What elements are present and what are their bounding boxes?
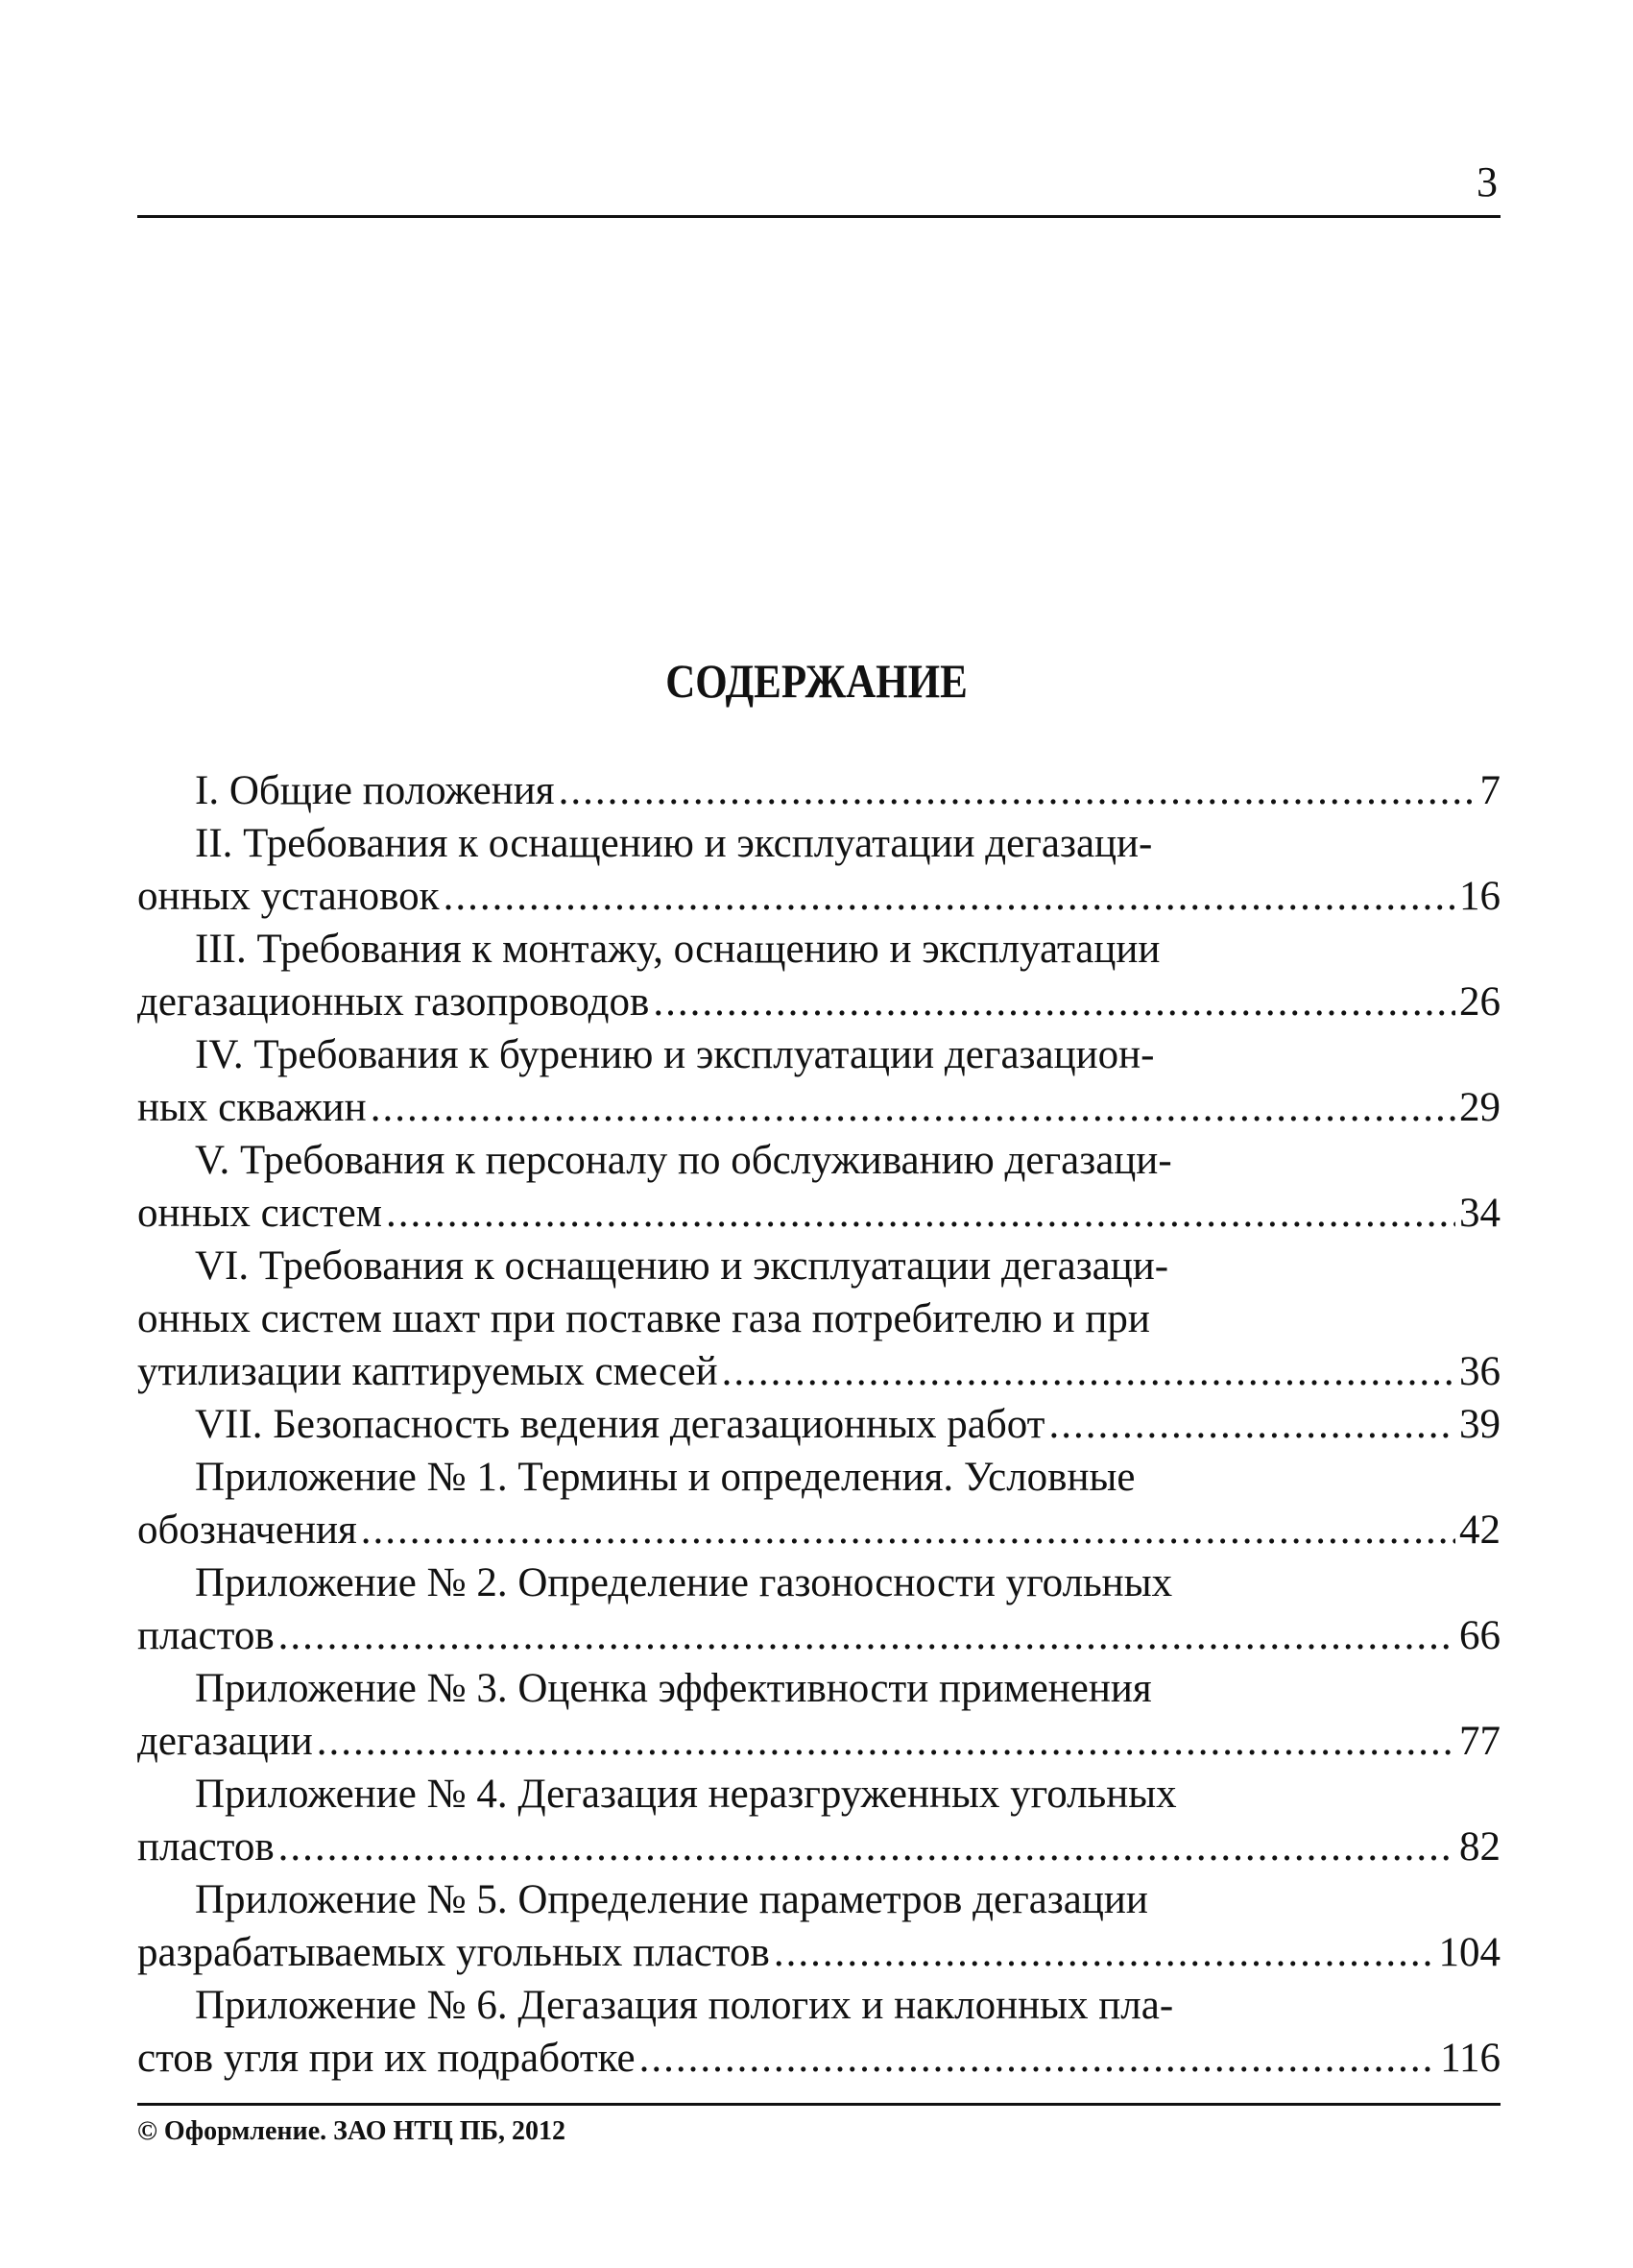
toc-entry-text: онных установок — [137, 874, 440, 919]
toc-entry-text: онных систем — [137, 1191, 382, 1236]
toc-entry-last-line — [137, 1821, 1501, 1873]
toc-entry-line: VI. Требования к оснащению и эксплуатации дегазаци- — [195, 1243, 1169, 1289]
header-rule — [137, 215, 1501, 218]
toc-entry-text: стов угля при их подработке — [137, 2036, 636, 2081]
toc-entry — [137, 1240, 1501, 1398]
toc-entry-text: обозначения — [137, 1508, 357, 1553]
toc-entry — [137, 1556, 1501, 1662]
dot-leader — [559, 764, 1477, 817]
toc-entry-last-line — [137, 1715, 1501, 1768]
dot-leader — [444, 870, 1455, 923]
toc-page-number: 16 — [1459, 874, 1501, 919]
toc-entry-last-line — [137, 1926, 1501, 1979]
toc-entry-text: пластов — [137, 1613, 275, 1658]
toc-page-number: 116 — [1440, 2036, 1501, 2081]
toc-entry-last-line — [137, 976, 1501, 1028]
toc-entry — [137, 1451, 1501, 1556]
toc-entry — [137, 1979, 1501, 2085]
toc-entry-line: V. Требования к персоналу по обслуживанию дегазаци- — [195, 1138, 1172, 1183]
copyright-footer: © Оформление. ЗАО НТЦ ПБ, 2012 — [137, 2116, 566, 2146]
toc-entry-line: Приложение № 1. Термины и определения. Условные — [195, 1455, 1136, 1500]
dot-leader — [639, 2032, 1437, 2085]
toc-entry-line: II. Требования к оснащению и эксплуатации дегазаци- — [195, 821, 1153, 866]
toc-entry-text: разрабатываемых угольных пластов — [137, 1930, 770, 1975]
toc-entry-last-line — [137, 1345, 1501, 1398]
toc-page-number: 104 — [1438, 1930, 1501, 1975]
toc-entry-text: ных скважин — [137, 1085, 367, 1130]
toc-page-number: 82 — [1459, 1824, 1501, 1870]
page-number: 3 — [1477, 158, 1498, 205]
dot-leader — [722, 1345, 1455, 1398]
toc-entry-line: IV. Требования к бурению и эксплуатации дегазацион- — [195, 1032, 1155, 1077]
toc-entry-text: I. Общие положения — [195, 768, 555, 813]
toc-entry-line: III. Требования к монтажу, оснащению и эксплуатации — [195, 927, 1161, 972]
toc-title: СОДЕРЖАНИЕ — [665, 654, 968, 708]
toc-entry — [137, 1662, 1501, 1768]
toc-entry — [137, 764, 1501, 817]
toc-entry-last-line — [137, 1609, 1501, 1662]
toc-entry-text: дегазации — [137, 1719, 313, 1764]
toc-entry-line: Приложение № 3. Оценка эффективности применения — [195, 1666, 1152, 1711]
toc-entry — [137, 1028, 1501, 1134]
toc-entry-last-line — [137, 1398, 1501, 1451]
toc-page-number: 29 — [1459, 1085, 1501, 1130]
dot-leader — [653, 976, 1455, 1028]
toc-entry-last-line — [137, 2032, 1501, 2085]
toc-entry — [137, 1873, 1501, 1979]
toc-entry-last-line — [137, 764, 1501, 817]
toc-page-number: 39 — [1459, 1402, 1501, 1447]
dot-leader — [278, 1609, 1455, 1662]
toc-page-number: 66 — [1459, 1613, 1501, 1658]
toc-page-number: 7 — [1479, 768, 1501, 813]
toc-entry — [137, 1768, 1501, 1873]
toc-entry-last-line — [137, 1081, 1501, 1134]
toc-entry-line: Приложение № 5. Определение параметров дегазации — [195, 1877, 1148, 1922]
toc-entry-line: Приложение № 4. Дегазация неразгруженных угольных — [195, 1772, 1177, 1817]
toc-entry-last-line — [137, 1504, 1501, 1556]
dot-leader — [371, 1081, 1455, 1134]
toc-entry-text: дегазационных газопроводов — [137, 979, 650, 1025]
toc-page-number: 36 — [1459, 1349, 1501, 1394]
toc-page-number: 42 — [1459, 1508, 1501, 1553]
toc-page-number: 77 — [1459, 1719, 1501, 1764]
toc-entry — [137, 1398, 1501, 1451]
dot-leader — [361, 1504, 1455, 1556]
toc-entry-last-line — [137, 1187, 1501, 1240]
toc-entry-line: онных систем шахт при поставке газа потребителю и при — [137, 1296, 1150, 1341]
dot-leader — [774, 1926, 1435, 1979]
footer-rule — [137, 2103, 1501, 2106]
toc-page-number: 34 — [1459, 1191, 1501, 1236]
dot-leader — [317, 1715, 1455, 1768]
toc-entry — [137, 923, 1501, 1028]
toc-entry-line: Приложение № 2. Определение газоносности угольных — [195, 1560, 1173, 1605]
toc-entry-line: Приложение № 6. Дегазация пологих и наклонных пла- — [195, 1983, 1174, 2028]
table-of-contents — [137, 764, 1501, 2085]
dot-leader — [278, 1821, 1455, 1873]
toc-page-number: 26 — [1459, 979, 1501, 1025]
toc-entry-last-line — [137, 870, 1501, 923]
toc-entry — [137, 1134, 1501, 1240]
dot-leader — [1048, 1398, 1455, 1451]
dot-leader — [386, 1187, 1455, 1240]
toc-entry-text: VII. Безопасность ведения дегазационных работ — [195, 1402, 1045, 1447]
toc-entry-text: утилизации каптируемых смесей — [137, 1349, 718, 1394]
toc-entry-text: пластов — [137, 1824, 275, 1870]
toc-entry — [137, 817, 1501, 923]
